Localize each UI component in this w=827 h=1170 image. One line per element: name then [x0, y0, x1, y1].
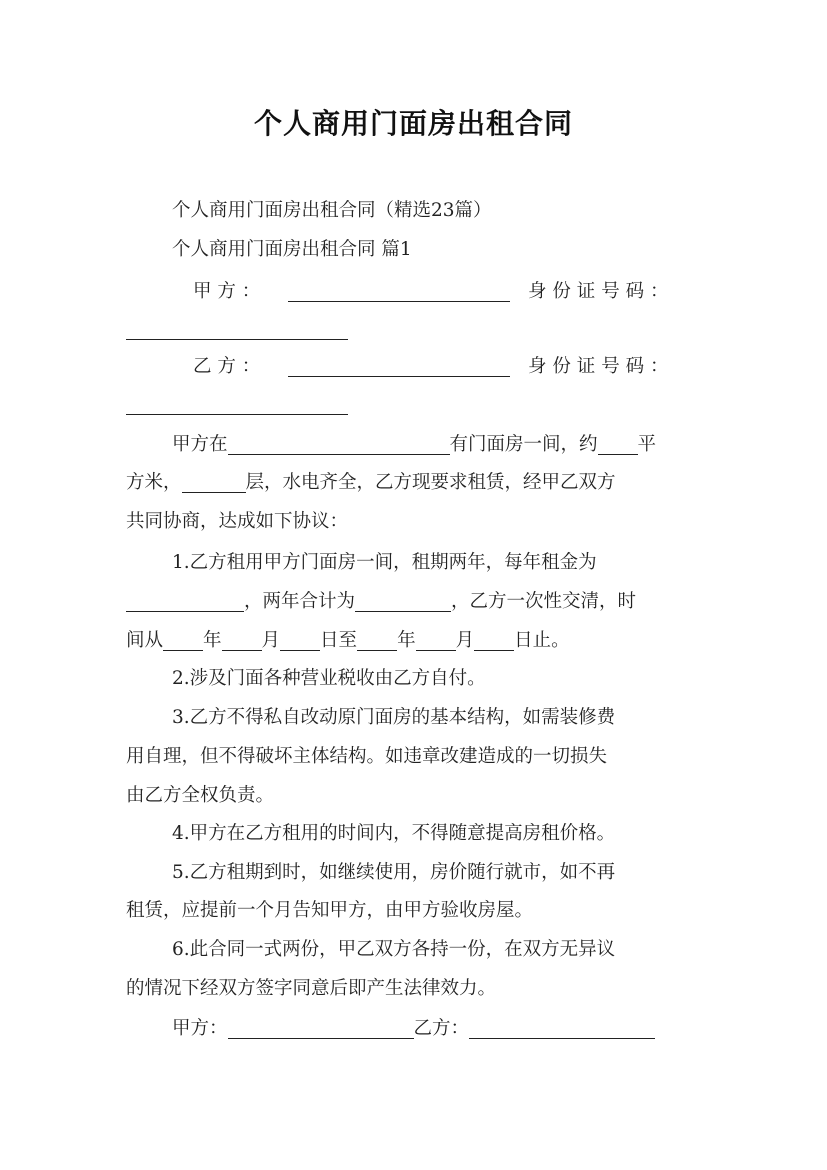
intro-text-1c: 平: [637, 434, 657, 455]
year-label: 年: [397, 630, 416, 651]
month-label: 月: [261, 630, 281, 651]
clause-3-line-3: 由乙方全权负责。: [126, 785, 275, 806]
clause-4: 4.甲方在乙方租用的时间内，不得随意提高房租价格。: [172, 823, 616, 844]
section-heading: 个人商用门面房出租合同 篇1: [172, 239, 412, 260]
party-b-id-line: [126, 392, 348, 418]
end-year-blank: [357, 630, 397, 651]
clause-1-text-2a: ，两年合计为: [244, 591, 356, 612]
month-label: 月: [455, 630, 475, 651]
end-day-blank: [474, 630, 514, 651]
intro-text-1a: 甲方在: [172, 434, 228, 455]
day-to-label: 日至: [320, 630, 358, 651]
party-b-name-blank: [288, 356, 510, 377]
sign-party-b-label: 乙方：: [413, 1018, 470, 1039]
end-month-blank: [416, 630, 456, 651]
clause-3-line-1: 3.乙方不得私自改动原门面房的基本结构，如需装修费: [172, 707, 616, 728]
clause-1-text-2b: ，乙方一次性交清，时: [451, 591, 637, 612]
party-a-id-line: [126, 317, 348, 343]
sign-party-a-label: 甲方：: [172, 1018, 228, 1039]
party-b-label: 乙 方 ：: [193, 356, 261, 377]
floor-blank: [182, 472, 246, 493]
signature-line: [172, 1016, 655, 1042]
clause-5-line-2: 租赁，应提前一个月告知甲方，由甲方验收房屋。: [126, 900, 534, 921]
clause-6-line-2: 的情况下经双方签字同意后即产生法律效力。: [126, 978, 497, 999]
clause-6-line-1: 6.此合同一式两份，甲乙双方各持一份，在双方无异议: [172, 939, 616, 960]
party-b-line: [193, 354, 668, 380]
party-b-id-label: 身 份 证 号 码 ：: [528, 356, 669, 377]
clause-2: 2.涉及门面各种营业税收由乙方自付。: [172, 668, 486, 689]
clause-1-line-2: [126, 589, 636, 615]
clause-1-line-1: 1.乙方租用甲方门面房一间，租期两年，每年租金为: [172, 552, 597, 573]
sign-party-b-blank: [469, 1018, 655, 1039]
annual-rent-blank: [126, 591, 244, 612]
start-month-blank: [222, 630, 262, 651]
area-blank: [598, 434, 638, 455]
start-year-blank: [163, 630, 203, 651]
end-label: 日止。: [514, 630, 570, 651]
intro-line-3: 共同协商，达成如下协议：: [126, 511, 349, 532]
document-title: 个人商用门面房出租合同: [253, 107, 573, 140]
clause-5-line-1: 5.乙方租期到时，如继续使用，房价随行就市，如不再: [172, 862, 616, 883]
clause-1-line-3: [126, 628, 570, 654]
total-rent-blank: [355, 591, 451, 612]
location-blank: [228, 434, 450, 455]
document-subtitle: 个人商用门面房出租合同（精选23篇）: [172, 200, 492, 221]
party-a-line: [193, 279, 668, 305]
party-a-name-blank: [288, 281, 510, 302]
clause-1-from: 间从: [126, 630, 164, 651]
year-label: 年: [203, 630, 222, 651]
party-a-label: 甲 方 ：: [193, 281, 261, 302]
party-a-id-label: 身 份 证 号 码 ：: [528, 281, 669, 302]
intro-text-1b: 有门面房一间，约: [449, 434, 598, 455]
intro-text-2b: 层，水电齐全，乙方现要求租赁，经甲乙双方: [245, 472, 616, 493]
intro-text-2a: 方米，: [126, 472, 182, 493]
sign-party-a-blank: [228, 1018, 414, 1039]
intro-line-2: [126, 470, 616, 496]
intro-line-1: [172, 432, 656, 458]
party-a-id-blank: [126, 319, 348, 340]
clause-3-line-2: 用自理，但不得破坏主体结构。如违章改建造成的一切损失: [126, 746, 608, 767]
start-day-blank: [280, 630, 320, 651]
party-b-id-blank: [126, 394, 348, 415]
